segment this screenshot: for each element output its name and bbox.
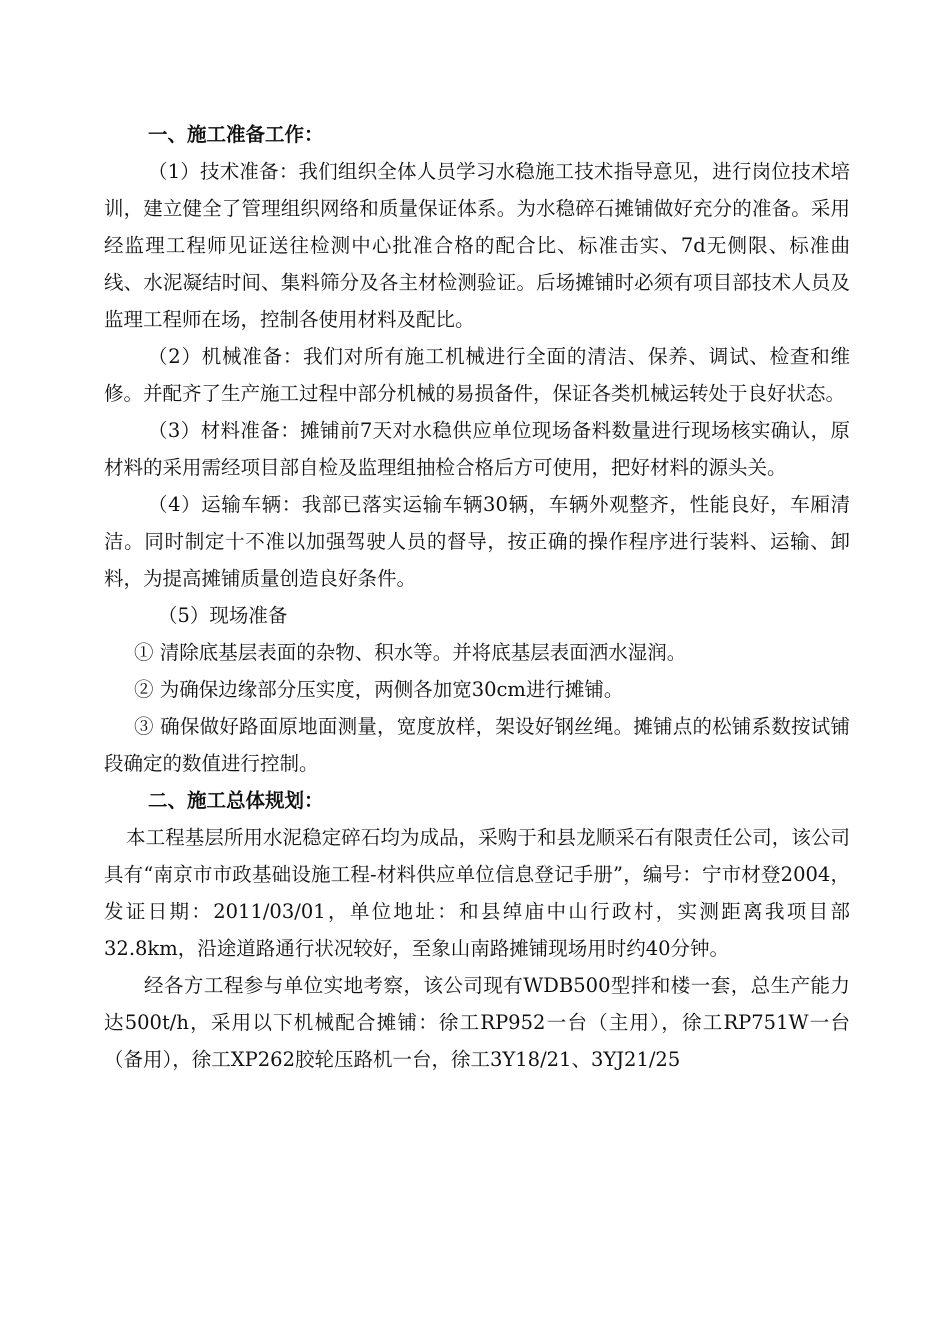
paragraph-technical-prep: （1）技术准备：我们组织全体人员学习水稳施工技术指导意见，进行岗位技术培训，建立健全了管理组织网络和质量保证体系。为水稳碎石摊铺做好充分的准备。采用经监理工程师见证送往检测中心批准合格的配合比、标准击实、7d无侧限、标准曲线、水泥凝结时间、集料筛分及各主材检测验证。后场摊铺时必须有项目部技术人员及监理工程师在场，控制各使用材料及配比。: [104, 160, 850, 331]
paragraph-site-prep: （5）现场准备: [158, 604, 288, 627]
section-2-heading: 二、施工总体规划：: [148, 789, 324, 812]
document-body: [104, 116, 850, 1078]
paragraph-equipment-list: 经各方工程参与单位实地考察，该公司现有WDB500型拌和楼一套，总生产能力达500t/h，采用以下机械配合摊铺：徐工RP952一台（主用），徐工RP751W一台（备用），徐工XP262胶轮压路机一台，徐工3Y18/21、3YJ21/25: [104, 974, 850, 1071]
list-item-site-step-3: ③ 确保做好路面原地面测量，宽度放样，架设好钢丝绳。摊铺点的松铺系数按试铺段确定的数值进行控制。: [104, 715, 850, 775]
paragraph-supplier-info: 本工程基层所用水泥稳定碎石均为成品，采购于和县龙顺采石有限责任公司，该公司具有“南京市市政基础设施工程-材料供应单位信息登记手册”，编号：宁市材登2004，发证日期：2011/03/01，单位地址：和县绰庙中山行政村，实测距离我项目部32.8km，沿途道路通行状况较好，至象山南路摊铺现场用时约40分钟。: [104, 826, 850, 960]
paragraph-transport-vehicles: （4）运输车辆：我部已落实运输车辆30辆，车辆外观整齐，性能良好，车厢清洁。同时制定十不准以加强驾驶人员的督导，按正确的操作程序进行装料、运输、卸料，为提高摊铺质量创造良好条件。: [104, 493, 850, 590]
list-item-site-step-2: ② 为确保边缘部分压实度，两侧各加宽30cm进行摊铺。: [134, 678, 624, 701]
section-1-heading: 一、施工准备工作：: [148, 123, 324, 146]
list-item-site-step-1: ① 清除底基层表面的杂物、积水等。并将底基层表面洒水湿润。: [134, 641, 687, 664]
paragraph-machinery-prep: （2）机械准备：我们对所有施工机械进行全面的清洁、保养、调试、检查和维修。并配齐了生产施工过程中部分机械的易损备件，保证各类机械运转处于良好状态。: [104, 345, 850, 405]
paragraph-material-prep: （3）材料准备：摊铺前7天对水稳供应单位现场备料数量进行现场核实确认，原材料的采用需经项目部自检及监理组抽检合格后方可使用，把好材料的源头关。: [104, 419, 850, 479]
